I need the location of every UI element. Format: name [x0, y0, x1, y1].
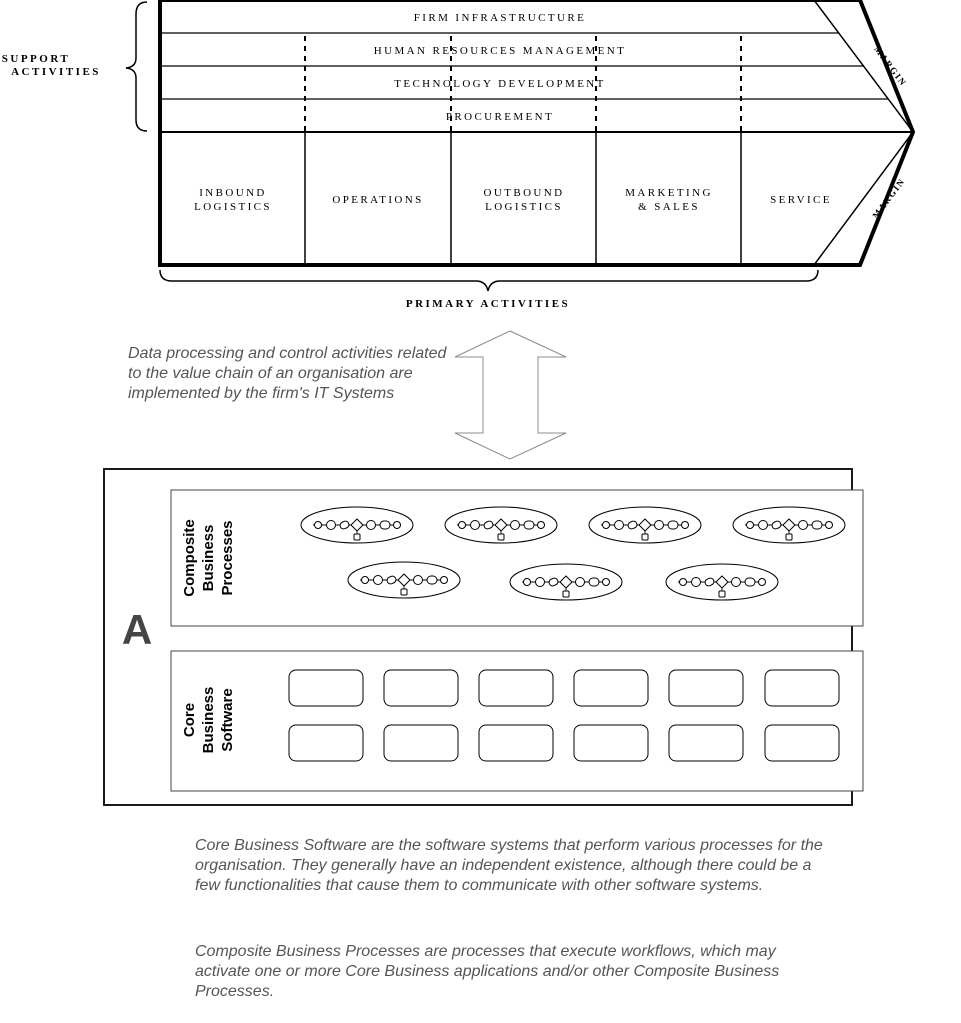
composite-process-7	[666, 564, 778, 600]
core-software-label-line2: Business	[200, 686, 217, 754]
primary-inbound-logistics-line2: LOGISTICS	[194, 201, 272, 213]
primary-marketing-sales-line1: MARKETING	[625, 187, 713, 199]
support-brace	[126, 2, 147, 131]
arrow-caption: Data processing and control activities related to the value chain of an organisation are implemented by the firm's IT Systems	[128, 345, 447, 402]
composite-processes-label-line2: Business	[200, 524, 217, 592]
composite-process-3	[589, 507, 701, 543]
composite-process-5	[348, 562, 460, 598]
primary-inbound-logistics-line1: INBOUND	[199, 187, 267, 199]
support-label-line1: SUPPORT	[1, 53, 71, 65]
composite-processes-note: Composite Business Processes are processes that execute workflows, which may activate one or more Core Business applications and/or other Composite Business Processes.	[195, 943, 780, 1000]
primary-outbound-logistics-line1: OUTBOUND	[483, 187, 565, 199]
core-software-module	[765, 725, 839, 761]
composite-processes-label-line1: Composite	[181, 519, 198, 597]
margin-label-bottom: MARGIN	[870, 176, 907, 221]
core-software-module	[479, 670, 553, 706]
primary-brace	[160, 270, 818, 291]
primary-activities-label: PRIMARY ACTIVITIES	[405, 298, 571, 310]
primary-marketing-sales-line2: & SALES	[638, 201, 700, 213]
support-row-firm-infrastructure: FIRM INFRASTRUCTURE	[413, 12, 587, 24]
support-label-line2: ACTIVITIES	[11, 66, 101, 78]
core-software-module	[384, 670, 458, 706]
core-software-module	[765, 670, 839, 706]
double-arrow-icon	[455, 331, 566, 459]
core-software-module	[574, 670, 648, 706]
composite-process-6	[510, 564, 622, 600]
support-row-human-resources: HUMAN RESOURCES MANAGEMENT	[373, 45, 627, 57]
core-software-module	[289, 725, 363, 761]
core-software-module	[289, 670, 363, 706]
core-software-module	[669, 725, 743, 761]
composite-process-2	[445, 507, 557, 543]
primary-operations: OPERATIONS	[332, 194, 424, 206]
composite-processes-label-line3: Processes	[219, 520, 236, 596]
core-software-module	[669, 670, 743, 706]
support-row-technology-development: TECHNOLOGY DEVELOPMENT	[394, 78, 606, 90]
core-software-module	[479, 725, 553, 761]
primary-outbound-logistics-line2: LOGISTICS	[485, 201, 563, 213]
composite-process-4	[733, 507, 845, 543]
core-software-label-line3: Software	[219, 688, 236, 752]
core-software-module	[574, 725, 648, 761]
it-systems-label: A	[121, 606, 153, 653]
core-software-label-line1: Core	[181, 702, 198, 738]
margin-label-top: MARGIN	[872, 44, 909, 89]
core-software-note: Core Business Software are the software systems that perform various processes for the organisation. They generally have an independent existence, although there could be a few functionalities that cause them to communicate with other software systems.	[195, 837, 823, 894]
primary-service: SERVICE	[770, 194, 832, 206]
support-row-procurement: PROCUREMENT	[445, 111, 555, 123]
core-software-module	[384, 725, 458, 761]
composite-process-1	[301, 507, 413, 543]
